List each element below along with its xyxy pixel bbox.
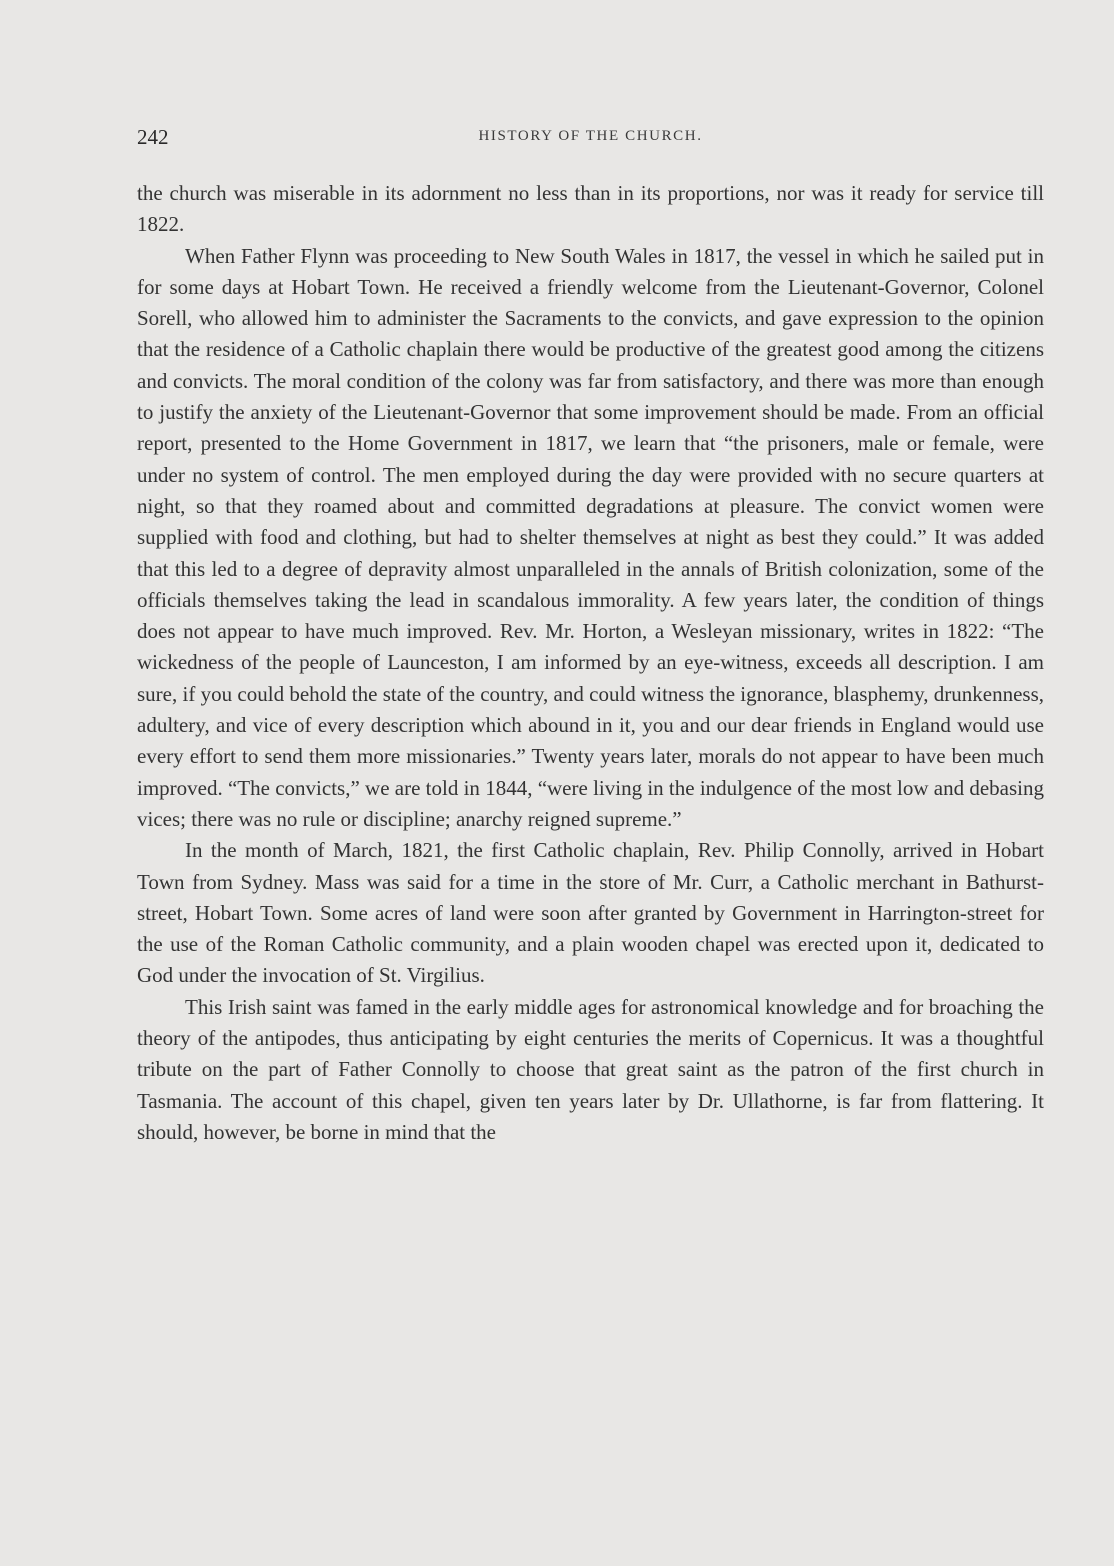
- paragraph-connolly: In the month of March, 1821, the first Catholic chaplain, Rev. Philip Connolly, arrived in Hobart Town from Sydney. Mass was said for a time in the store of Mr. Curr, a Catholic merchant in Bathurst-street, Hobart Town. Some acres of land were soon after granted by Government in Harrington-street for the use of the Roman Catholic community, and a plain wooden chapel was erected upon it, dedicated to God under the invocation of St. Virgilius.: [137, 838, 1044, 988]
- paragraph-flynn: When Father Flynn was proceeding to New South Wales in 1817, the vessel in which he sailed put in for some days at Hobart Town. He received a friendly welcome from the Lieutenant-Governor, Colonel Sorell, who allowed him to administer the Sacraments to the convicts, and gave expression to the opinion that the residence of a Catholic chaplain there would be productive of the greatest good among the citizens and convicts. The moral condition of the colony was far from satisfactory, and there was more than enough to justify the anxiety of the Lieutenant-Governor that some improvement should be made. From an official report, presented to the Home Government in 1817, we learn that “the prisoners, male or female, were under no system of control. The men employed during the day were provided with no secure quarters at night, so that they roamed about and committed degradations at pleasure. The convict women were supplied with food and clothing, but had to shelter themselves at night as best they could.” It was added that this led to a degree of depravity almost unparalleled in the annals of British colonization, some of the officials themselves taking the lead in scandalous immorality. A few years later, the condition of things does not appear to have much improved. Rev. Mr. Horton, a Wesleyan missionary, writes in 1822: “The wickedness of the people of Launceston, I am informed by an eye-witness, exceeds all description. I am sure, if you could behold the state of the country, and could witness the ignorance, blasphemy, drunkenness, adultery, and vice of every description which abound in it, you and our dear friends in England would use every effort to send them more missionaries.” Twenty years later, morals do not appear to have been much improved. “The convicts,” we are told in 1844, “were living in the indulgence of the most low and debasing vices; there was no rule or discipline; anarchy reigned supreme.”: [137, 243, 1044, 831]
- paragraph-continuation: the church was miserable in its adornment no less than in its proportions, nor was it ready for service till 1822.: [137, 181, 1044, 237]
- running-head: HISTORY OF THE CHURCH.: [478, 128, 703, 144]
- page-number: 242: [137, 125, 169, 149]
- body-text: [137, 178, 1044, 1148]
- paragraph-virgilius: This Irish saint was famed in the early middle ages for astronomical knowledge and for broaching the theory of the antipodes, thus anticipating by eight centuries the merits of Copernicus. It was a thoughtful tribute on the part of Father Connolly to choose that great saint as the patron of the first church in Tasmania. The account of this chapel, given ten years later by Dr. Ullathorne, is far from flattering. It should, however, be borne in mind that the: [137, 994, 1044, 1144]
- page-header: [137, 125, 1044, 155]
